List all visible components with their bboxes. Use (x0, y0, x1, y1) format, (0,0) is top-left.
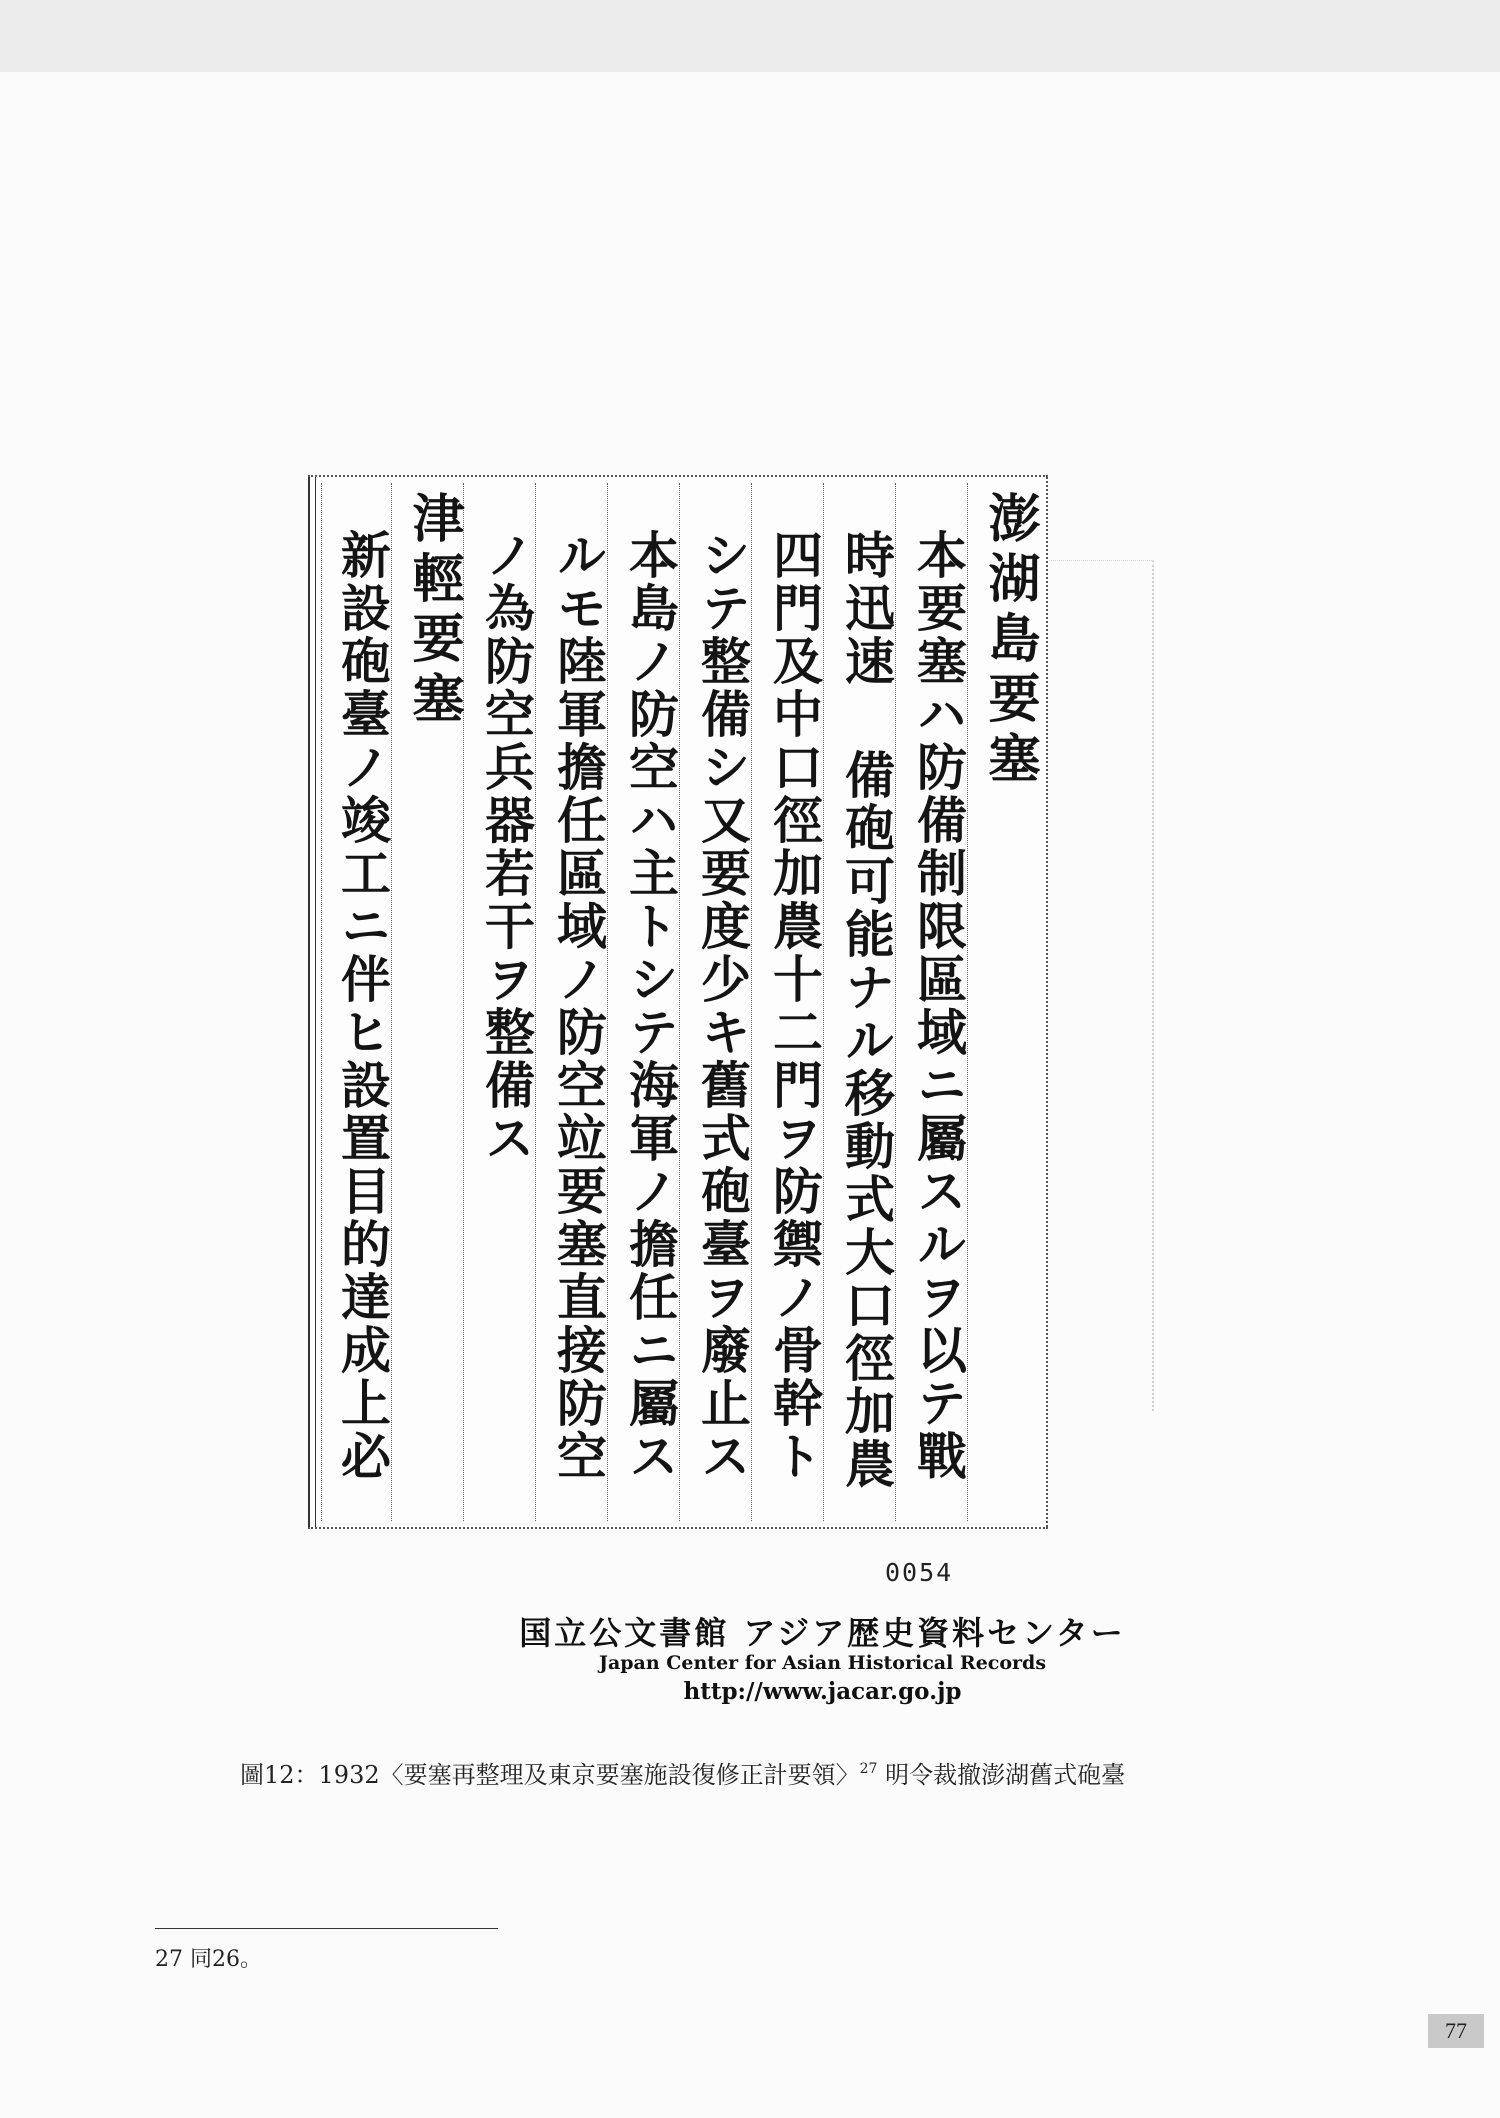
doc-column-text: ルモ陸軍擔任區域ノ防空竝要塞直接防空 (549, 529, 607, 1483)
archive-name-en: Japan Center for Asian Historical Records (598, 1652, 1047, 1674)
doc-column-text: ノ為防空兵器若干ヲ整備ス (477, 529, 535, 1165)
ghost-margin-marks (1040, 560, 1154, 1411)
doc-column-text: 津輕要塞 (403, 491, 463, 731)
doc-column-text: シテ整備シ又要度少キ舊式砲臺ヲ廢止ス (693, 529, 751, 1483)
doc-column-3 (823, 483, 896, 1521)
page-number: 77 (1428, 2014, 1484, 2048)
doc-column-text: 本要塞ハ防備制限區域ニ屬スルヲ以テ戰 (909, 529, 967, 1483)
top-band (0, 0, 1500, 72)
doc-column-10 (321, 483, 392, 1521)
doc-column-1 (967, 483, 1040, 1521)
doc-column-8 (463, 483, 536, 1521)
doc-column-text: 四門及中口徑加農十二門ヲ防禦ノ骨幹ト (765, 529, 823, 1483)
doc-column-text: 澎湖島要塞 (979, 491, 1039, 791)
footnote: 27 同26。 (155, 1947, 262, 1972)
doc-column-text: 時迅速 備砲可能ナル移動式大口徑加農 (837, 529, 895, 1491)
doc-column-9 (391, 483, 464, 1521)
doc-column-4 (751, 483, 824, 1521)
archive-name-jp: 国立公文書館 アジア歴史資料センター (519, 1614, 1126, 1652)
caption-tail: 明令裁撤澎湖舊式砲臺 (885, 1761, 1126, 1789)
doc-column-2 (895, 483, 968, 1521)
caption-footnote-ref[interactable]: 27 (859, 1761, 878, 1777)
doc-column-5 (679, 483, 752, 1521)
scanned-document (308, 475, 1048, 1529)
footnote-divider (155, 1928, 498, 1929)
doc-column-text: 新設砲臺ノ竣工ニ伴ヒ設置目的達成上必 (333, 529, 391, 1483)
archive-url: http://www.jacar.go.jp (683, 1678, 962, 1705)
figure-caption (240, 1755, 1240, 1790)
doc-column-text: 本島ノ防空ハ主トシテ海軍ノ擔任ニ屬ス (621, 529, 679, 1483)
doc-column-7 (535, 483, 608, 1521)
caption-main: 圖12：1932〈要塞再整理及東京要塞施設復修正計要領〉 (240, 1761, 860, 1789)
doc-column-6 (607, 483, 680, 1521)
archive-ref-number: 0054 (885, 1558, 954, 1587)
